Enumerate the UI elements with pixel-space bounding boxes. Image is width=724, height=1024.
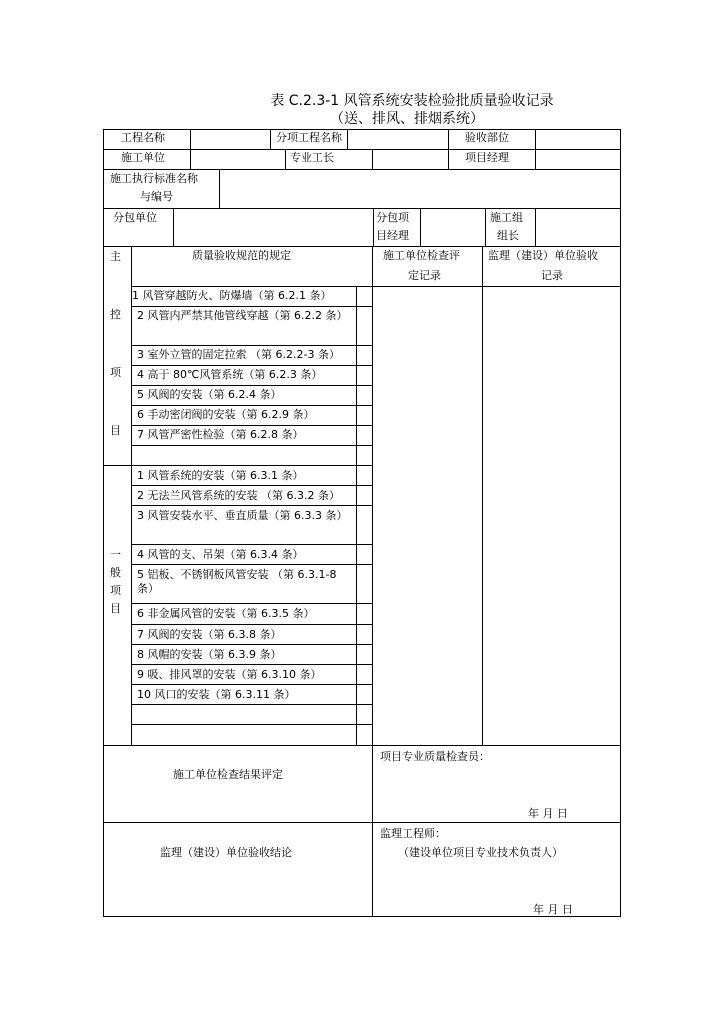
standard-label-line2: 与编号	[140, 190, 173, 203]
general-item: 9 吸、排风罩的安装（第 6.3.10 条）	[137, 668, 322, 681]
general-item: 7 风阀的安装（第 6.3.8 条）	[137, 628, 282, 641]
spec-column-header: 质量验收规范的规定	[192, 249, 291, 262]
general-item: 3 风管安装水平、垂直质量（第 6.3.3 条）	[137, 509, 348, 522]
general-category-char: 目	[110, 602, 121, 615]
supervision-date-label: 年 月 日	[533, 903, 573, 916]
general-item: 1 风管系统的安装（第 6.3.1 条）	[137, 469, 304, 482]
form-title: 表 C.2.3-1 风管系统安装检验批质量验收记录	[270, 93, 554, 109]
sub-project-label: 分项工程名称	[276, 131, 342, 144]
main-item: 4 高于 80℃风管系统（第 6.2.3 条）	[137, 368, 323, 381]
self-check-header-line1: 施工单位检查评	[383, 249, 460, 262]
main-item: 3 室外立管的固定拉索 （第 6.2.2-3 条）	[137, 348, 340, 361]
acceptance-part-label: 验收部位	[465, 131, 509, 144]
general-item: 4 风管的支、吊架（第 6.3.4 条）	[137, 548, 304, 561]
subcontractor-label: 分包单位	[113, 211, 157, 224]
general-item: 8 风帽的安装（第 6.3.9 条）	[137, 648, 282, 661]
team-leader-label-line1: 施工组	[490, 211, 523, 224]
general-item: 2 无法兰风管系统的安装 （第 6.3.2 条）	[137, 489, 340, 502]
main-item: 6 手动密闭阀的安装（第 6.2.9 条）	[137, 408, 315, 421]
owner-technical-label: （建设单位项目专业技术负责人）	[398, 846, 563, 859]
general-category-char: 项	[110, 584, 121, 597]
supervision-engineer-label: 监理工程师：	[380, 827, 446, 840]
main-category-char: 项	[110, 366, 121, 379]
general-item: 5 铝板、不锈钢板风管安装 （第 6.3.1-8 条）	[137, 568, 337, 595]
main-item: 7 风管严密性检验（第 6.2.8 条）	[137, 428, 304, 441]
team-leader-label-line2: 组长	[497, 229, 519, 242]
supervision-header-line1: 监理（建设）单位验收	[488, 249, 598, 262]
supervision-conclusion-label: 监理（建设）单位验收结论	[160, 846, 292, 859]
supervision-header-line2: 记录	[541, 269, 563, 282]
general-category-char: 般	[110, 566, 121, 579]
self-check-header-line2: 定记录	[408, 269, 441, 282]
main-item: 1 风管穿越防火、防爆墙（第 6.2.1 条）	[132, 289, 332, 302]
inspection-date-label: 年 月 日	[528, 807, 568, 820]
project-name-label: 工程名称	[121, 131, 165, 144]
main-category-char: 目	[110, 424, 121, 437]
foreman-label: 专业工长	[290, 151, 334, 164]
construction-unit-label: 施工单位	[121, 151, 165, 164]
sub-pm-label-line2: 目经理	[376, 229, 409, 242]
quality-inspector-label: 项目专业质量检查员：	[380, 750, 490, 763]
form-subtitle: （送、排风、排烟系统）	[330, 111, 484, 127]
general-category-char: 一	[110, 548, 121, 561]
main-category-char: 主	[110, 250, 121, 263]
main-item: 2 风管内严禁其他管线穿越（第 6.2.2 条）	[137, 309, 348, 322]
construction-result-label: 施工单位检查结果评定	[173, 768, 283, 781]
main-category-char: 控	[110, 308, 121, 321]
project-manager-label: 项目经理	[465, 151, 509, 164]
table-border	[104, 130, 621, 917]
general-item: 10 风口的安装（第 6.3.11 条）	[137, 688, 296, 701]
standard-label-line1: 施工执行标准名称	[110, 172, 198, 185]
main-item: 5 风阀的安装（第 6.2.4 条）	[137, 388, 282, 401]
sub-pm-label-line1: 分包项	[376, 211, 409, 224]
general-item: 6 非金属风管的安装（第 6.3.5 条）	[137, 607, 315, 620]
